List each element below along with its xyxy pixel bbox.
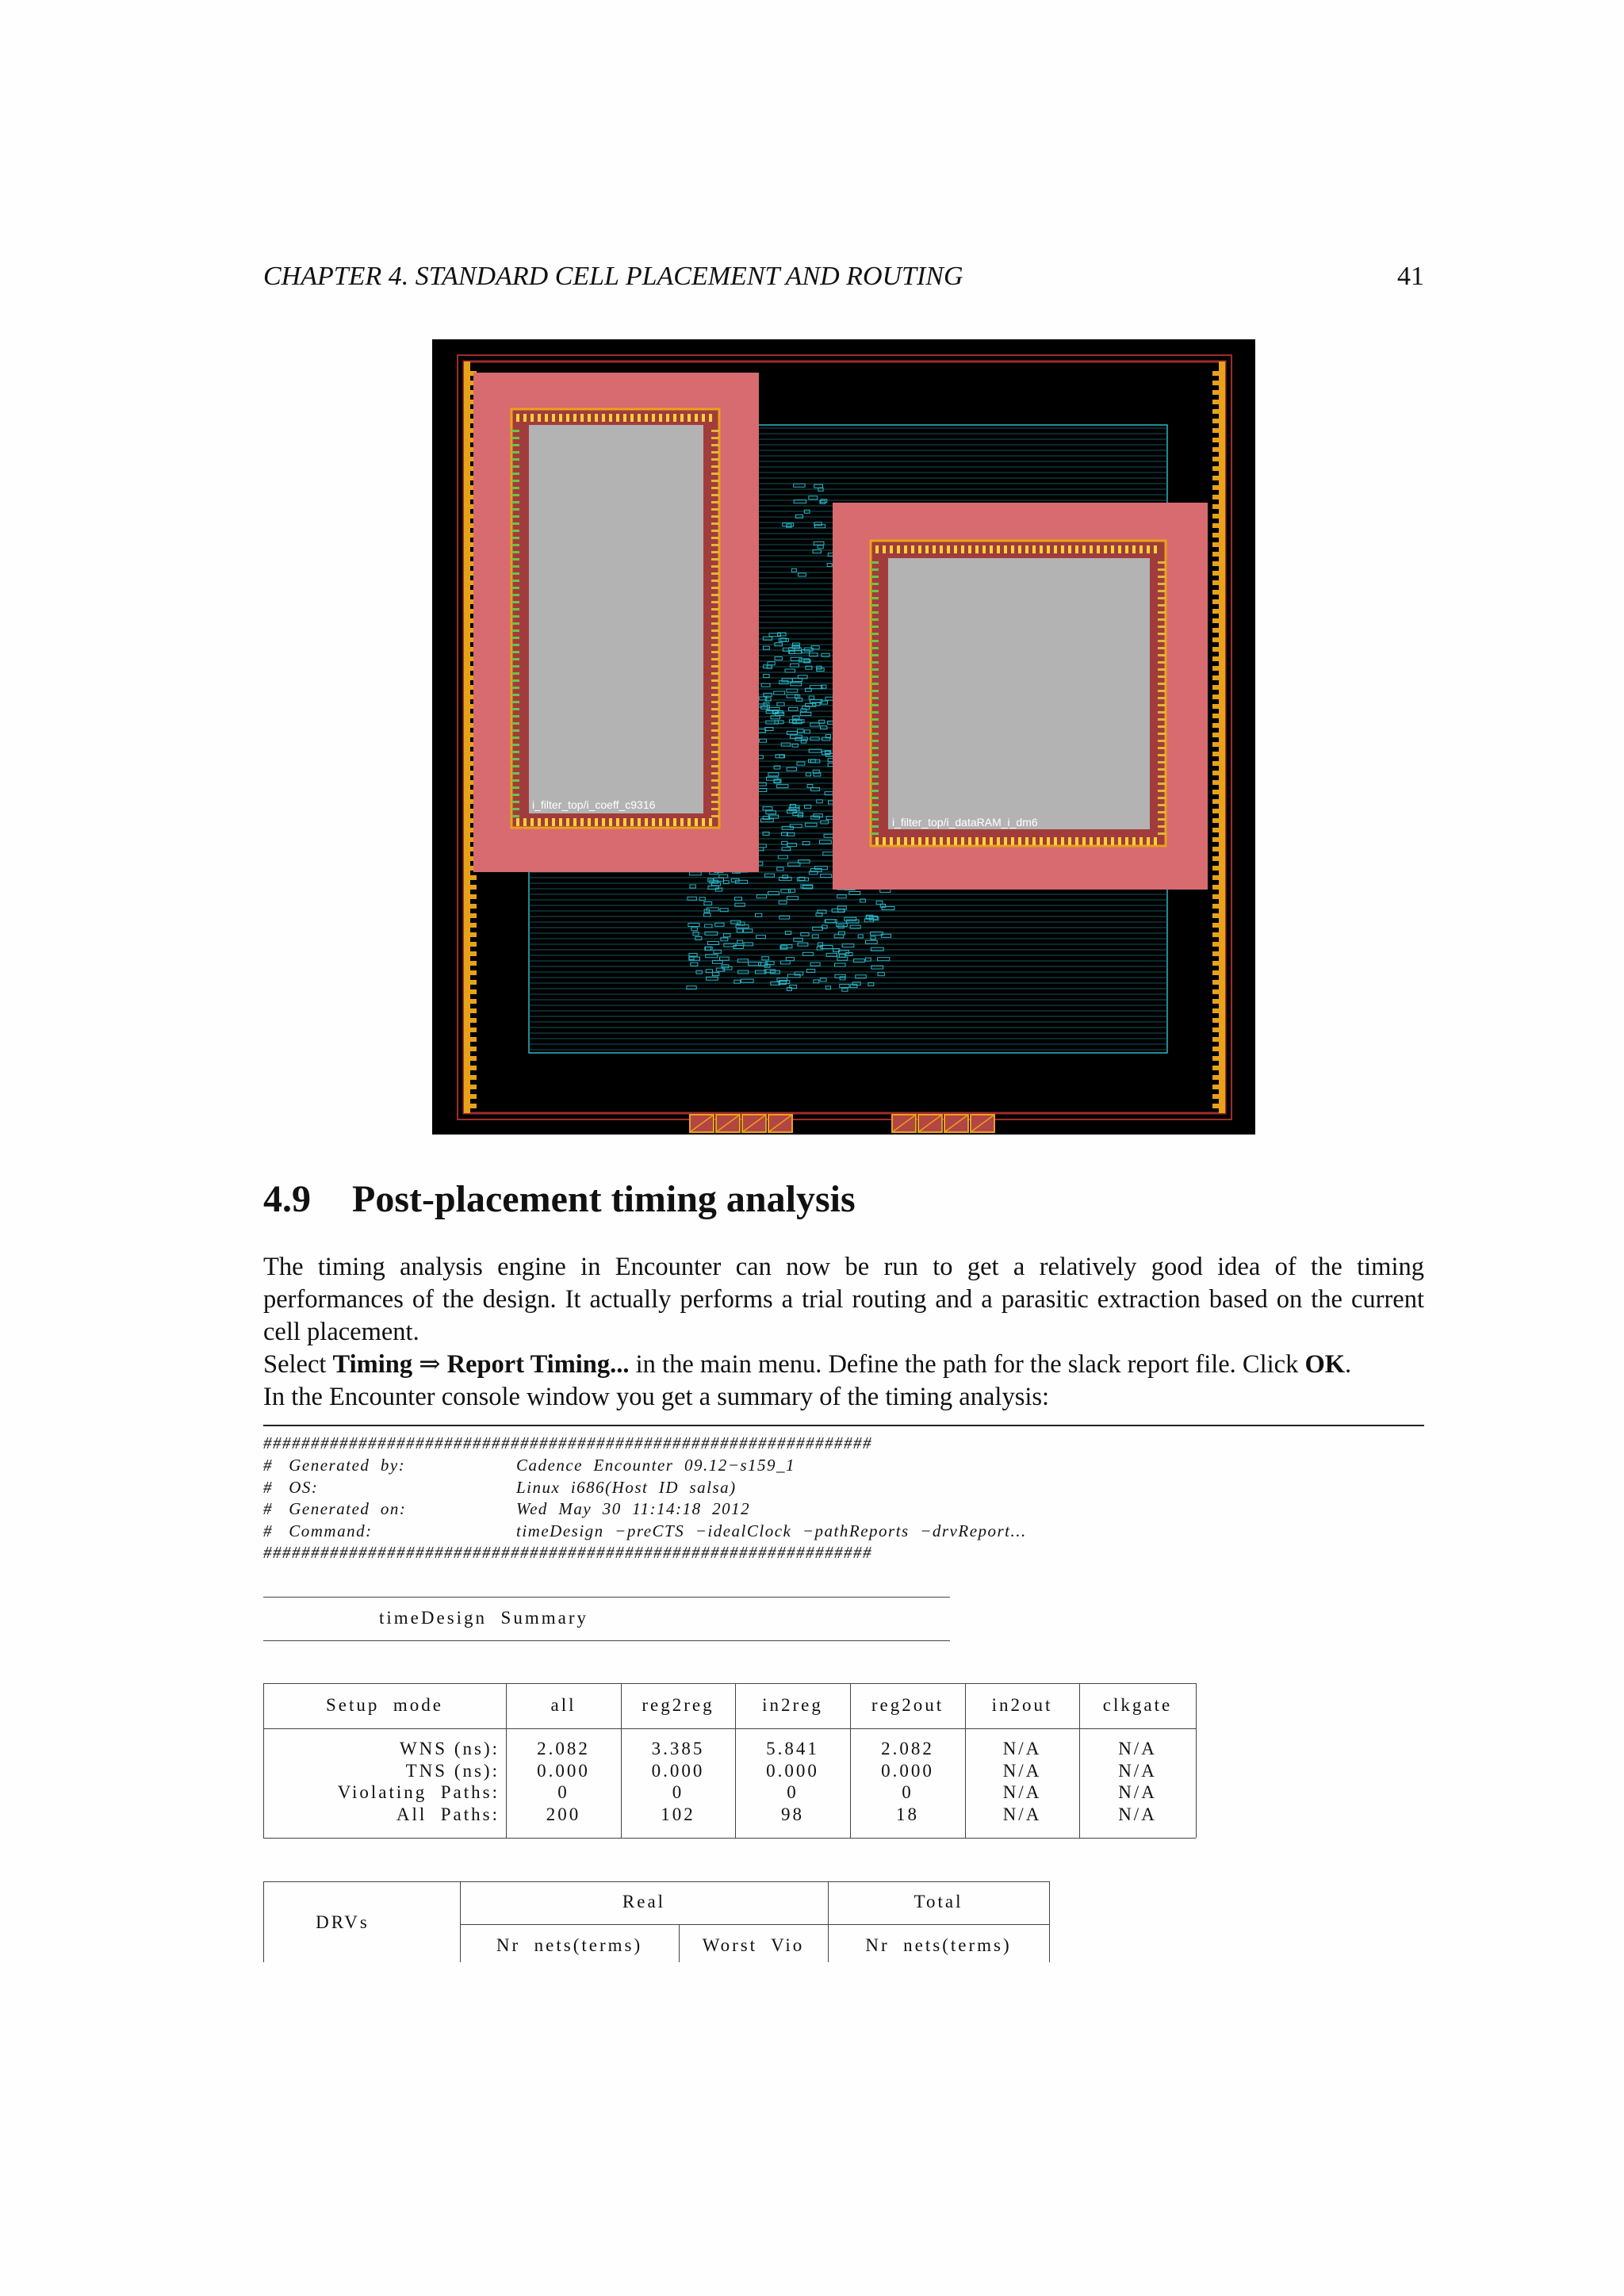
console-value: timeDesign −preCTS −idealClock −pathReports −drvReport...	[516, 1521, 1027, 1540]
setup-value-cell: 200	[546, 1804, 581, 1824]
console-value: Cadence Encounter 09.12−s159_1	[516, 1456, 796, 1475]
drv-total-header: Total	[914, 1892, 963, 1911]
console-key: # Command:	[263, 1521, 373, 1540]
table-rule	[263, 1728, 1196, 1729]
setup-row-label: All Paths:	[396, 1804, 500, 1824]
setup-row-label: WNS (ns):	[399, 1739, 500, 1758]
setup-value-cell: N/A	[1118, 1804, 1157, 1824]
table-column-rule	[1196, 1683, 1197, 1838]
console-value: Linux i686(Host ID salsa)	[516, 1477, 737, 1497]
setup-value-cell: N/A	[1118, 1760, 1157, 1781]
summary-rule-bottom	[263, 1640, 950, 1641]
console-key: # Generated on:	[263, 1499, 407, 1518]
setup-value-cell: 18	[896, 1804, 919, 1824]
body-paragraph-3: In the Encounter console window you get a summary of the timing analysis:	[263, 1383, 1050, 1411]
console-key: # Generated by:	[263, 1456, 406, 1475]
setup-header-cell: in2reg	[762, 1695, 823, 1715]
setup-value-cell: 98	[781, 1804, 804, 1824]
drv-subheader: Nr nets(terms)	[496, 1935, 643, 1955]
section-title: Post-placement timing analysis	[352, 1178, 856, 1220]
setup-value-cell: 0	[787, 1782, 799, 1802]
drv-subheader: Worst Vio	[702, 1935, 805, 1955]
ok-button-text: OK	[1304, 1350, 1346, 1379]
setup-row-label: Violating Paths:	[337, 1782, 500, 1802]
table-rule	[460, 1924, 1049, 1925]
setup-value-cell: N/A	[1002, 1804, 1042, 1824]
setup-value-cell: N/A	[1002, 1739, 1042, 1758]
running-header: CHAPTER 4. STANDARD CELL PLACEMENT AND ROUTING	[263, 262, 963, 291]
setup-header-cell: all	[550, 1695, 576, 1715]
setup-value-cell: 2.082	[537, 1739, 590, 1758]
setup-value-cell: N/A	[1002, 1760, 1042, 1781]
setup-value-cell: 2.082	[881, 1739, 934, 1758]
menu-report-timing: Report Timing...	[446, 1350, 630, 1379]
setup-value-cell: N/A	[1002, 1782, 1042, 1802]
setup-value-cell: 0	[672, 1782, 684, 1802]
setup-value-cell: 0	[902, 1782, 914, 1802]
setup-value-cell: 0.000	[537, 1760, 590, 1781]
setup-header-cell: reg2out	[871, 1695, 944, 1715]
setup-value-cell: 0.000	[881, 1760, 934, 1781]
section-number: 4.9	[263, 1178, 311, 1220]
table-column-rule	[1049, 1881, 1050, 1962]
setup-value-cell: N/A	[1118, 1782, 1157, 1802]
summary-title: timeDesign Summary	[379, 1608, 588, 1628]
setup-value-cell: 3.385	[651, 1739, 705, 1758]
setup-value-cell: 5.841	[766, 1739, 819, 1758]
body-paragraph-1: The timing analysis engine in Encounter can now be run to get a relatively good idea of the timing performances of the design. It actually performs a trial routing and a parasitic extraction based on the current cell placement.	[263, 1253, 1424, 1346]
menu-timing: Timing	[332, 1350, 413, 1379]
setup-value-cell: 102	[661, 1804, 695, 1824]
table-rule	[263, 1838, 1196, 1839]
drv-real-header: Real	[622, 1892, 666, 1911]
listing-top-rule	[263, 1425, 1424, 1426]
body-paragraph-2: Select Timing ⇒ Report Timing... in the main menu. Define the path for the slack report file. Click OK.	[263, 1350, 1352, 1379]
setup-header-cell: clkgate	[1102, 1695, 1173, 1715]
body-text	[263, 1251, 1424, 1414]
page-number: 41	[1397, 262, 1424, 291]
section-heading	[263, 1177, 856, 1221]
table-rule	[263, 1881, 1049, 1882]
setup-header-cell: in2out	[991, 1695, 1053, 1715]
summary-rule-top	[263, 1597, 950, 1598]
setup-header-cell: reg2reg	[642, 1695, 714, 1715]
macro-label-right: i_filter_top/i_dataRAM_i_dm6	[892, 816, 1038, 828]
setup-value-cell: 0.000	[651, 1760, 705, 1781]
drv-label: DRVs	[316, 1912, 370, 1932]
hash-line-bottom: ################################################################	[263, 1543, 872, 1562]
console-value: Wed May 30 11:14:18 2012	[516, 1499, 751, 1518]
setup-value-cell: 0.000	[766, 1760, 819, 1781]
drv-subheader: Nr nets(terms)	[865, 1935, 1012, 1955]
table-rule	[263, 1683, 1196, 1684]
setup-value-cell: N/A	[1118, 1739, 1157, 1758]
setup-value-cell: 0	[557, 1782, 569, 1802]
setup-row-label: TNS (ns):	[405, 1760, 500, 1781]
console-key: # OS:	[263, 1477, 319, 1497]
chip-layout-figure	[432, 339, 1255, 1135]
macro-label-left: i_filter_top/i_coeff_c9316	[532, 798, 656, 811]
hash-line-top: ################################################################	[263, 1433, 872, 1452]
setup-header-cell: Setup mode	[326, 1695, 443, 1715]
